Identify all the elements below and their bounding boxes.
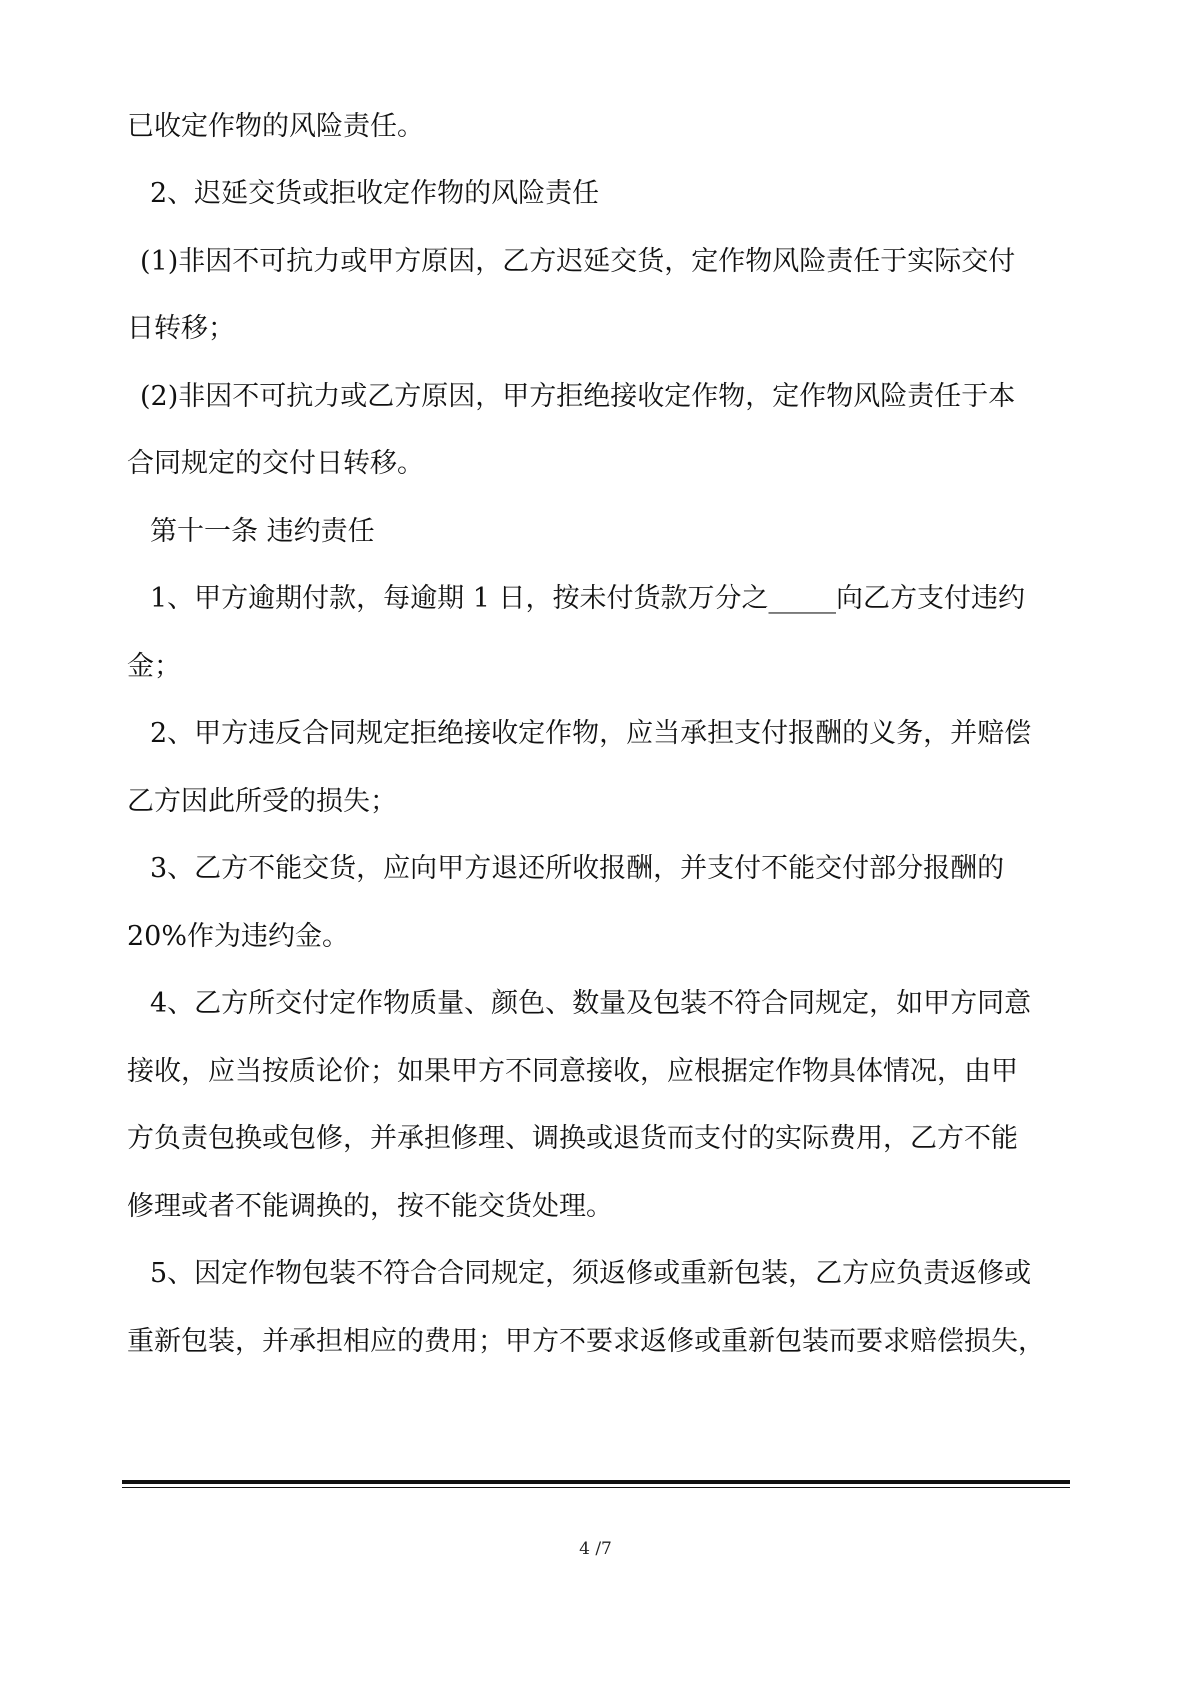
section-heading: 第十一条 违约责任 [150, 516, 375, 547]
text-line: 修理或者不能调换的，按不能交货处理。 [127, 1191, 613, 1222]
text-line: 合同规定的交付日转移。 [127, 448, 424, 479]
text-line: 已收定作物的风险责任。 [127, 111, 424, 142]
text-line: 方负责包换或包修，并承担修理、调换或退货而支付的实际费用，乙方不能 [127, 1123, 1018, 1154]
text-line: (2)非因不可抗力或乙方原因，甲方拒绝接收定作物，定作物风险责任于本 [140, 381, 1016, 412]
footer-divider-thick [122, 1480, 1070, 1484]
text-line: 接收，应当按质论价；如果甲方不同意接收，应根据定作物具体情况，由甲 [127, 1056, 1018, 1087]
text-line: 2、甲方违反合同规定拒绝接收定作物，应当承担支付报酬的义务，并赔偿 [150, 718, 1032, 749]
text-line: 20%作为违约金。 [127, 921, 350, 952]
text-line: 2、迟延交货或拒收定作物的风险责任 [150, 178, 600, 209]
text-line: 日转移； [127, 313, 235, 344]
text-line: 1、甲方逾期付款，每逾期 1 日，按未付货款万分之_____向乙方支付违约 [150, 583, 1026, 614]
footer-divider-thin [122, 1487, 1070, 1488]
text-line: (1)非因不可抗力或甲方原因，乙方迟延交货，定作物风险责任于实际交付 [140, 246, 1016, 277]
page-number: 4 /7 [579, 1539, 612, 1559]
text-line: 3、乙方不能交货，应向甲方退还所收报酬，并支付不能交付部分报酬的 [150, 853, 1005, 884]
text-line: 乙方因此所受的损失； [127, 786, 397, 817]
text-line: 金； [127, 651, 181, 682]
text-line: 4、乙方所交付定作物质量、颜色、数量及包装不符合同规定，如甲方同意 [150, 988, 1032, 1019]
text-line: 重新包装，并承担相应的费用；甲方不要求返修或重新包装而要求赔偿损失， [127, 1326, 1045, 1357]
text-line: 5、因定作物包装不符合合同规定，须返修或重新包装，乙方应负责返修或 [150, 1258, 1032, 1289]
